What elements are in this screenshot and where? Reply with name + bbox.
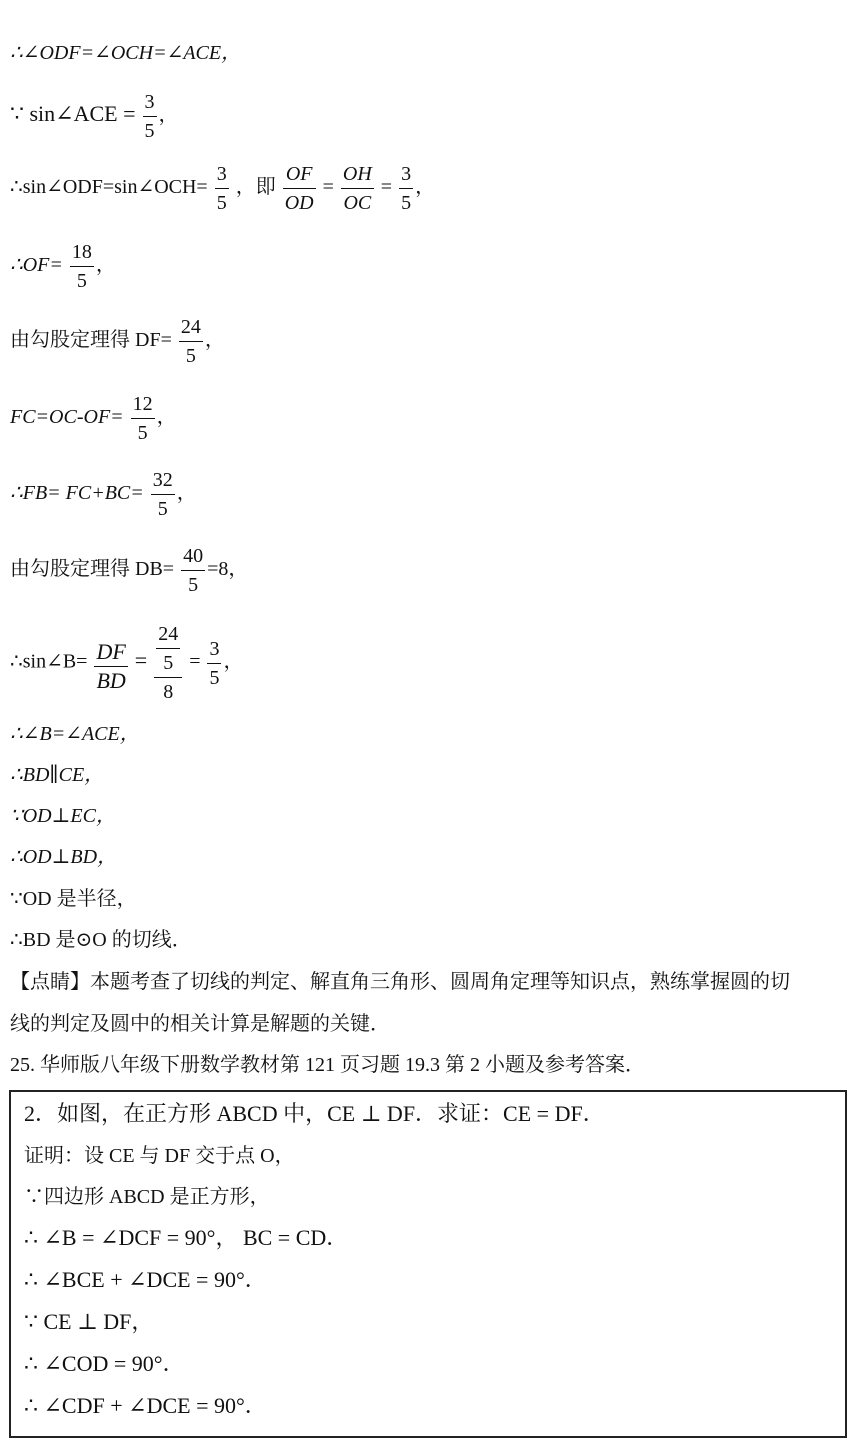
fraction <box>207 635 221 692</box>
line-12: ∵OD⊥EC， <box>10 805 116 827</box>
numerator: 24 <box>156 620 180 649</box>
box-line-8: ∴ ∠CDF + ∠DCE = 90°． <box>24 1393 267 1418</box>
punct: ，即 <box>235 176 276 199</box>
line-8 <box>10 542 248 599</box>
line-2-text: ∵ sin∠ACE = <box>10 101 136 127</box>
fraction <box>70 238 94 295</box>
line-7-text: ∴FB= FC+BC= <box>10 482 144 505</box>
numerator <box>154 620 182 678</box>
fraction <box>156 620 180 677</box>
line-5-text: 由勾股定理得 DF= <box>10 329 172 352</box>
fraction <box>131 390 155 447</box>
denominator: 5 <box>144 120 155 142</box>
punct: ， <box>415 176 436 199</box>
numerator: 3 <box>215 160 229 189</box>
denominator: OC <box>343 192 372 214</box>
question-25: 25. 华师版八年级下册数学教材第 121 页习题 19.3 第 2 小题及参考答案． <box>10 1054 645 1076</box>
numerator: 24 <box>179 313 203 342</box>
denominator: 5 <box>76 270 87 292</box>
comment-line-1: 【点睛】本题考查了切线的判定、解直角三角形、圆周角定理等知识点，熟练掌握圆的切 <box>10 971 790 993</box>
denominator: 5 <box>401 192 412 214</box>
equals: = <box>380 176 393 199</box>
numerator: 18 <box>70 238 94 267</box>
line-5 <box>10 313 225 370</box>
denominator: BD <box>96 667 126 693</box>
equals: = <box>322 176 334 199</box>
numerator: DF <box>94 638 127 667</box>
fraction <box>283 160 316 217</box>
denominator: 8 <box>163 681 174 703</box>
fraction <box>179 313 203 370</box>
fraction <box>181 542 205 599</box>
box-line-6: ∵ CE ⊥ DF， <box>24 1309 154 1334</box>
fraction <box>94 638 127 695</box>
denominator: 5 <box>157 498 168 520</box>
punct: ， <box>156 406 177 429</box>
denominator: 5 <box>209 666 220 689</box>
punct: ， <box>158 104 179 127</box>
equals: = <box>189 650 201 673</box>
equals: = <box>134 647 148 673</box>
line-6 <box>10 390 177 447</box>
line-8-text: 由勾股定理得 DB= <box>10 558 175 581</box>
box-line-1: 2．如图，在正方形 ABCD 中，CE ⊥ DF．求证：CE = DF． <box>24 1101 605 1126</box>
line-3-text: ∴sin∠ODF=sin∠OCH= <box>10 176 208 199</box>
numerator: OF <box>283 160 316 189</box>
denominator: 5 <box>216 192 227 214</box>
punct: ， <box>223 650 244 673</box>
numerator: 3 <box>143 88 157 117</box>
line-6-text: FC=OC-OF= <box>10 406 124 429</box>
line-9 <box>10 620 243 706</box>
line-1: ∴∠ODF=∠OCH=∠ACE， <box>10 42 242 64</box>
numerator: 3 <box>207 635 221 664</box>
fraction <box>215 160 229 217</box>
line-10: ∴∠B=∠ACE， <box>10 723 140 745</box>
compound-fraction <box>154 620 182 706</box>
numerator: OH <box>341 160 374 189</box>
line-11: ∴BD∥CE， <box>10 764 105 786</box>
numerator: 3 <box>399 160 413 189</box>
line-7 <box>10 466 197 523</box>
line-2 <box>10 88 179 145</box>
line-9-text: ∴sin∠B= <box>10 650 88 673</box>
fraction <box>143 88 157 145</box>
box-line-3: ∵四边形 ABCD 是正方形， <box>24 1186 270 1208</box>
fraction <box>341 160 374 217</box>
box-line-4: ∴ ∠B = ∠DCF = 90°， BC = CD． <box>24 1225 349 1250</box>
denominator: 5 <box>188 574 199 596</box>
punct: =8， <box>207 558 249 581</box>
denominator: 5 <box>137 422 148 444</box>
denominator: 5 <box>163 652 174 674</box>
line-15: ∴BD 是⊙O 的切线． <box>10 929 192 951</box>
numerator: 32 <box>151 466 175 495</box>
denominator: OD <box>284 192 314 214</box>
line-13: ∴OD⊥BD， <box>10 846 118 868</box>
punct: ， <box>204 329 225 352</box>
line-14: ∵OD 是半径， <box>10 888 137 910</box>
line-4 <box>10 238 116 295</box>
numerator: 12 <box>131 390 155 419</box>
line-3 <box>10 160 435 217</box>
fraction <box>151 466 175 523</box>
punct: ， <box>95 254 116 277</box>
denominator: 5 <box>185 345 196 367</box>
box-line-5: ∴ ∠BCE + ∠DCE = 90°． <box>24 1267 267 1292</box>
fraction <box>399 160 413 217</box>
numerator: 40 <box>181 542 205 571</box>
box-line-2: 证明：设 CE 与 DF 交于点 O， <box>24 1145 295 1167</box>
comment-line-2: 线的判定及圆中的相关计算是解题的关键． <box>10 1013 390 1035</box>
box-line-7: ∴ ∠COD = 90°． <box>24 1351 185 1376</box>
line-4-text: ∴OF= <box>10 254 63 277</box>
punct: ， <box>176 482 197 505</box>
